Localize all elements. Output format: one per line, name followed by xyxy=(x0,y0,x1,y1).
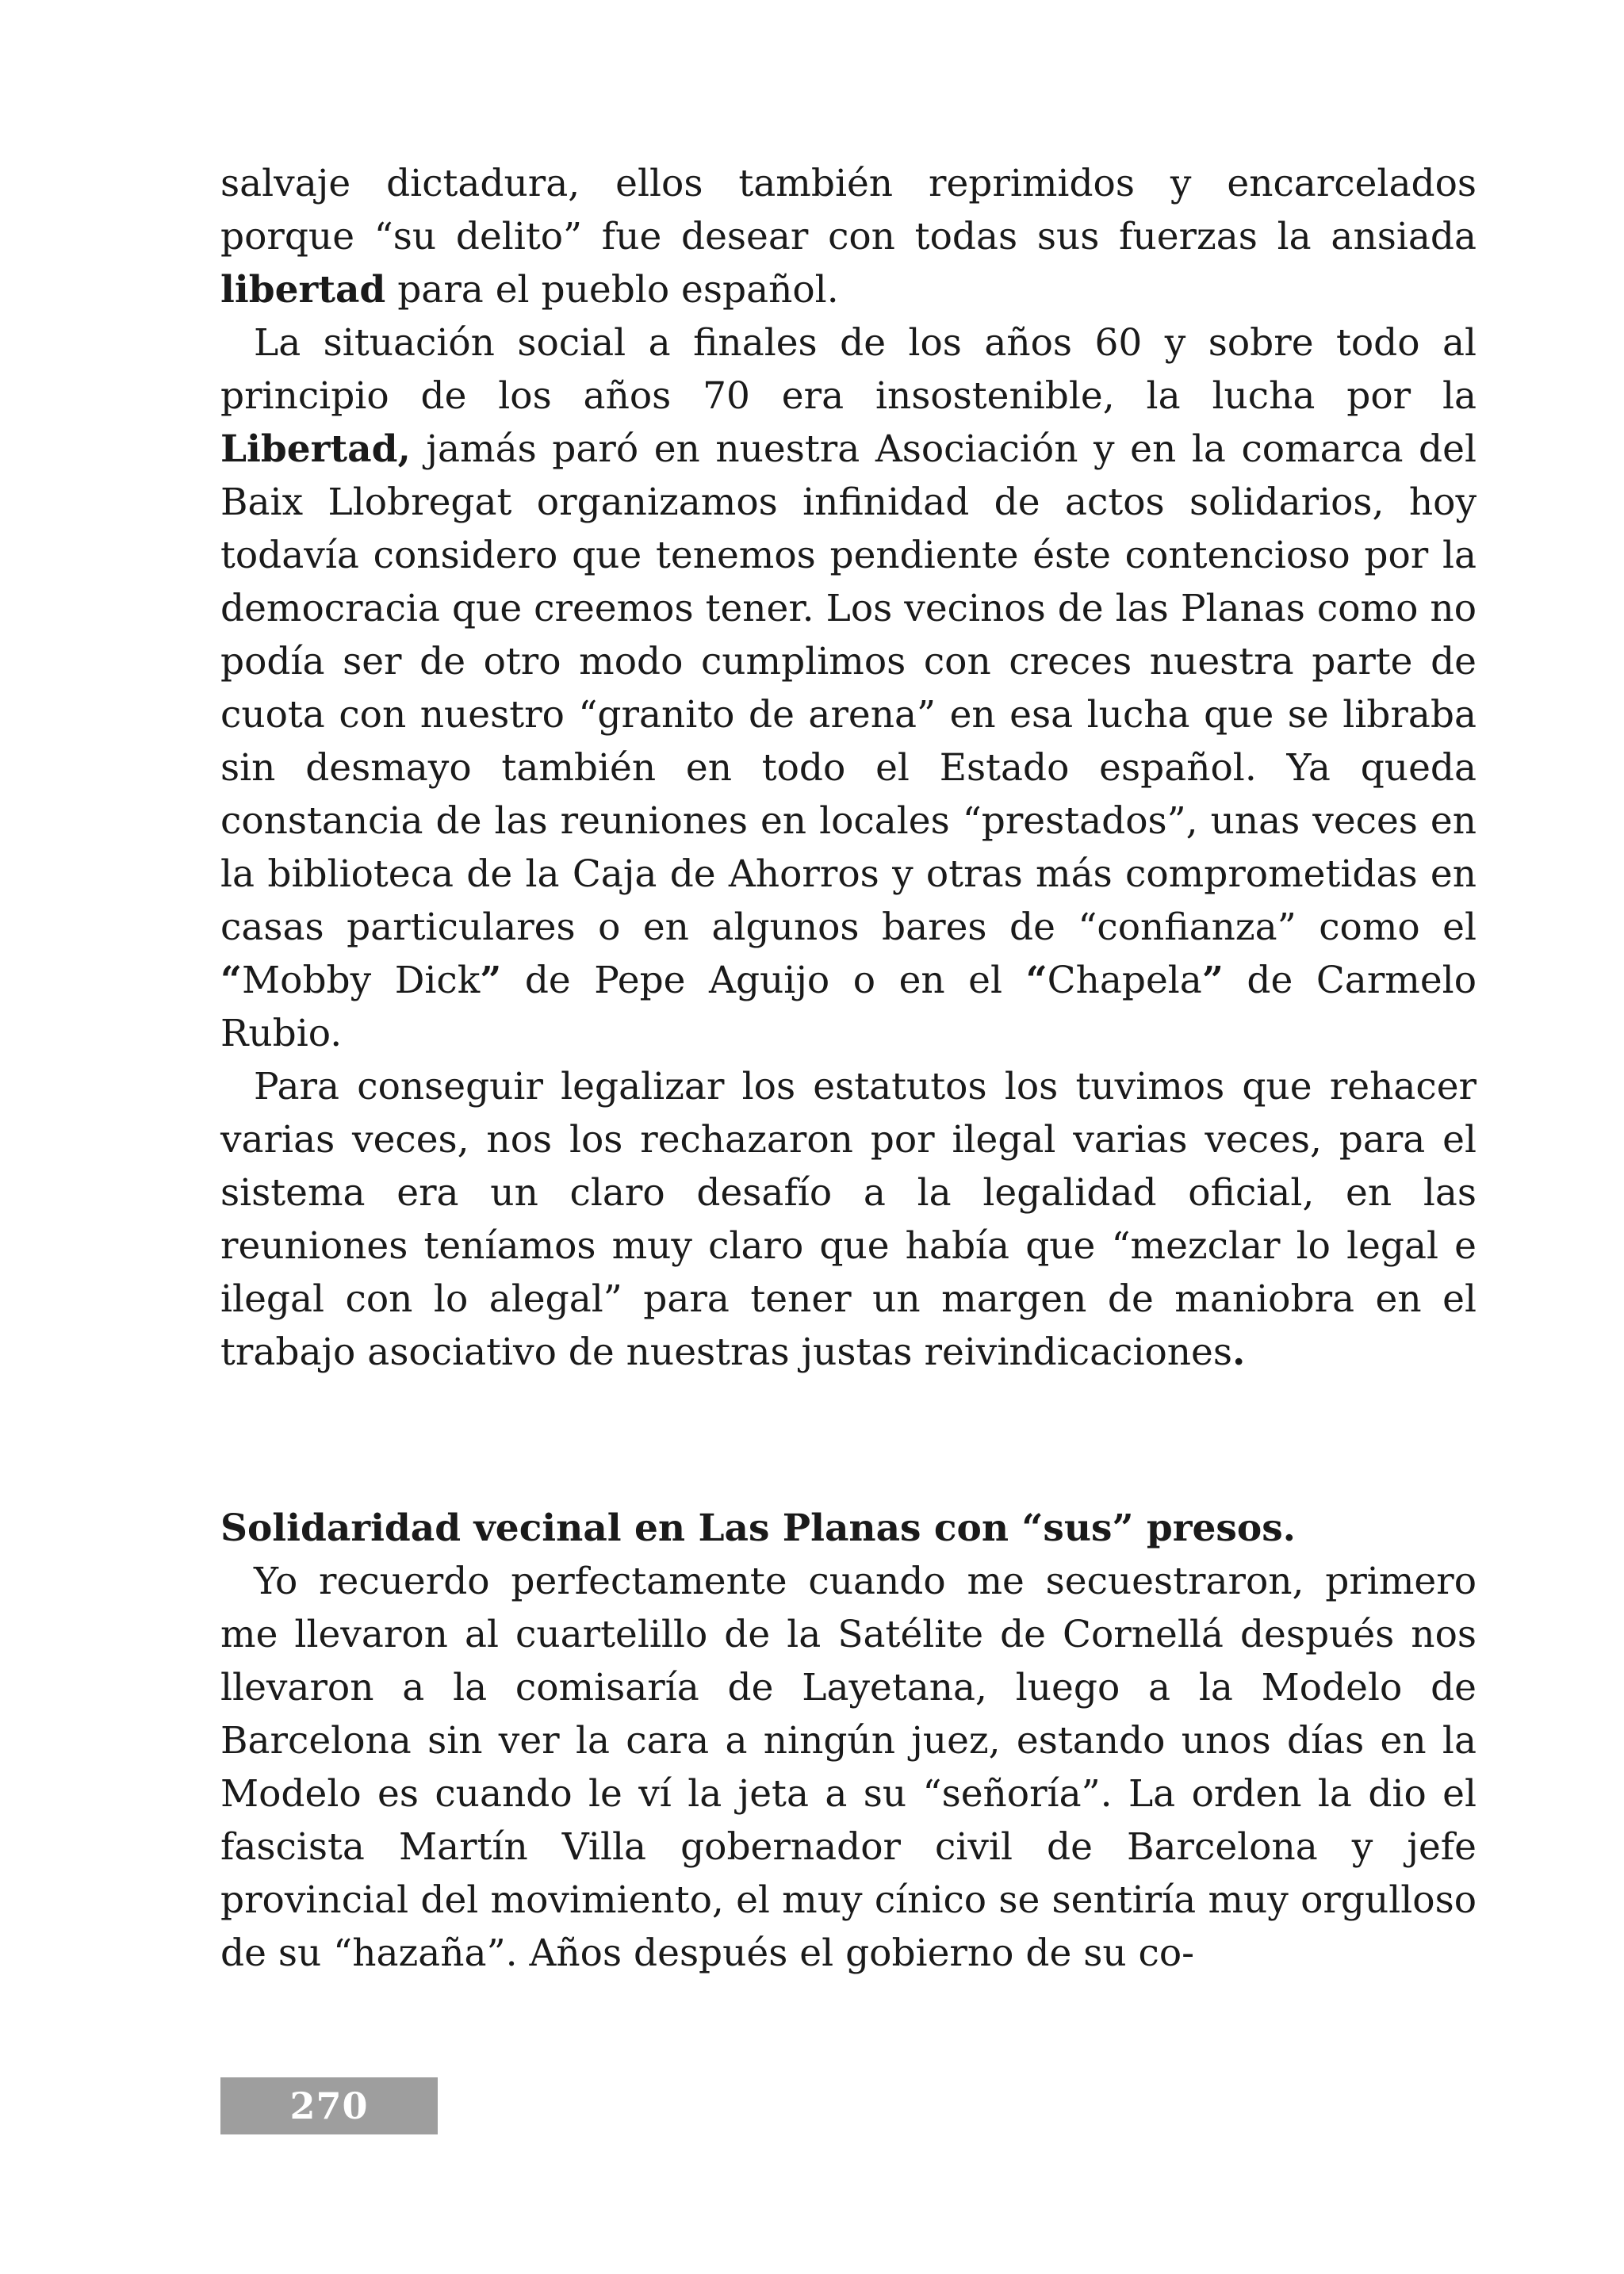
paragraph-2-text-a: La situación social a finales de los años 60 y sobre todo al principio de los años 70 era insostenible, la lucha por la xyxy=(220,321,1477,418)
section-heading: Solidaridad vecinal en Las Planas con “sus” presos. xyxy=(220,1506,1297,1550)
paragraph-1-bold-a: libertad xyxy=(220,268,386,312)
paragraph-3-text-a: Para conseguir legalizar los estatutos los tuvimos que rehacer varias veces, nos los rechazaron por ilegal varias veces, para el sistema era un claro desafío a la legalidad oficial, en las reuniones teníamos muy claro que había que “mezclar lo legal e ilegal con lo alegal” para tener un margen de maniobra en el trabajo asociativo de nuestras justas reivindicaciones xyxy=(220,1065,1477,1374)
paragraph-3 xyxy=(220,1060,1477,1379)
paragraph-2-text-d: de Pepe Aguijo o en el xyxy=(501,959,1026,1002)
body-text-bottom xyxy=(220,1555,1477,1980)
paragraph-2-bold-b: “ xyxy=(220,959,243,1002)
paragraph-2-text-f: de Carmelo Rubio. xyxy=(220,959,1477,1055)
paragraph-4-text-a: Yo recuerdo perfectamente cuando me secuestraron, primero me llevaron al cuartelillo de la Satélite de Cornellá después nos llevaron a la comisaría de Layetana, luego a la Modelo de Barcelona sin ver la cara a ningún juez, estando unos días en la Modelo es cuando le ví la jeta a su “señoría”. La orden la dio el fascista Martín Villa gobernador civil de Barcelona y jefe provincial del movimiento, el muy cínico se sentiría muy orgulloso de su “hazaña”. Años después el gobierno de su co- xyxy=(220,1560,1477,1975)
paragraph-4 xyxy=(220,1555,1477,1980)
paragraph-1-text-b: para el pueblo español. xyxy=(385,268,839,312)
paragraph-1-text-a: salvaje dictadura, ellos también reprimidos y encarcelados porque “su delito” fue desear con todas sus fuerzas la ansiada xyxy=(220,162,1477,258)
page-number: 270 xyxy=(289,2084,369,2127)
paragraph-2-bold-c: ” xyxy=(480,959,502,1002)
paragraph-2-bold-d: “ xyxy=(1025,959,1048,1002)
paragraph-2-text-b: jamás paró en nuestra Asociación y en la comarca del Baix Llobregat organizamos infinidad de actos solidarios, hoy todavía considero que tenemos pendiente éste contencioso por la democracia que creemos tener. Los vecinos de las Planas como no podía ser de otro modo cumplimos con creces nuestra parte de cuota con nuestro “granito de arena” en esa lucha que se libraba sin desmayo también en todo el Estado español. Ya queda constancia de las reuniones en locales “prestados”, unas veces en la biblioteca de la Caja de Ahorros y otras más comprometidas en casas particulares o en algunos bares de “confianza” como el xyxy=(220,427,1477,949)
page-number-badge xyxy=(220,2077,438,2134)
paragraph-2-text-c: Mobby Dick xyxy=(242,959,481,1002)
body-text-top xyxy=(220,157,1477,1379)
paragraph-2 xyxy=(220,316,1477,1060)
paragraph-3-bold-a: . xyxy=(1231,1330,1246,1374)
paragraph-2-text-e: Chapela xyxy=(1047,959,1202,1002)
paragraph-2-bold-e: ” xyxy=(1201,959,1224,1002)
paragraph-2-bold-a: Libertad, xyxy=(220,427,411,471)
paragraph-1 xyxy=(220,157,1477,316)
